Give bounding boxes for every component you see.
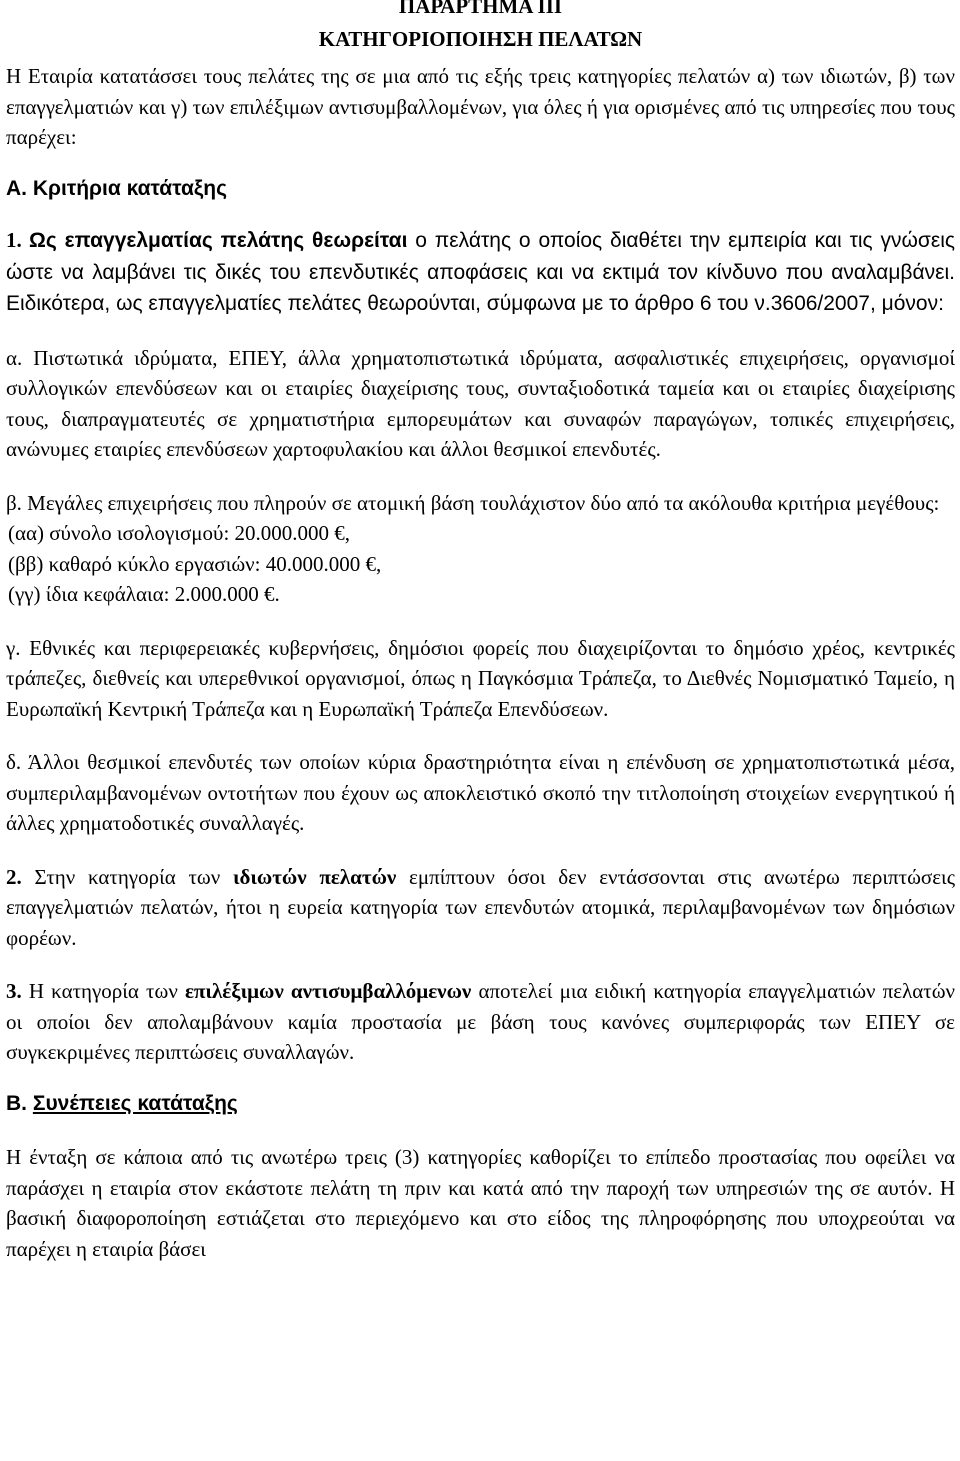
item-3-pre: Η κατηγορία των — [21, 979, 185, 1003]
section-a-label: Α. Κριτήρια κατάταξης — [6, 176, 228, 200]
item-beta-paragraph: β. Μεγάλες επιχειρήσεις που πληρούν σε ατομική βάση τουλάχιστον δύο από τα ακόλουθα κριτήρια μεγέθους: — [6, 490, 940, 515]
item-3-paragraph — [6, 976, 955, 1068]
item-1-text: ο πελάτης ο οποίος διαθέτει την εμπειρία και τις γνώσεις ώστε να λαμβάνει τις δικές του επενδυτικές αποφάσεις και να εκτιμά τον κίνδυνο που αναλαμβάνει. Ειδικότερα, ως επαγγελματίες πελάτες θεωρούνται, σύμφωνα με το άρθρο 6 του ν.3606/2007, μόνον: — [6, 229, 956, 315]
item-2-bold: ιδιωτών πελατών — [232, 864, 397, 889]
section-b-label: Συνέπειες κατάταξης — [32, 1091, 238, 1115]
beta-criterion-gg: (γγ) ίδια κεφάλαια: 2.000.000 €. — [8, 582, 280, 606]
item-3-post: αποτελεί μια ειδική κατηγορία επαγγελματιών πελατών οι οποίοι δεν απολαμβάνουν καμία προστασία με βάση τους κανόνες συμπεριφοράς των ΕΠΕΥ σε συγκεκριμένες περιπτώσεις συναλλαγών. — [6, 979, 956, 1064]
document-page — [6, 0, 955, 1264]
section-b-number: Β. — [6, 1091, 27, 1115]
item-2-number: 2. — [6, 864, 22, 889]
section-b-heading — [6, 1089, 955, 1120]
item-2-pre: Στην κατηγορία των — [21, 864, 233, 889]
item-delta-paragraph: δ. Άλλοι θεσμικοί επενδυτές των οποίων κύρια δραστηριότητα είναι η επένδυση σε χρηματοπιστωτικά μέσα, συμπεριλαμβανομένων οντοτήτων που έχουν ως αποκλειστικό σκοπό την τιτλοποίηση στοιχείων ενεργητικού ή άλλες χρηματοδοτικές συναλλαγές. — [6, 750, 955, 835]
item-alpha-paragraph: α. Πιστωτικά ιδρύματα, ΕΠΕΥ, άλλα χρηματοπιστωτικά ιδρύματα, ασφαλιστικές επιχειρήσεις, οργανισμοί συλλογικών επενδύσεων και οι εταιρίες διαχείρισης τους, συνταξιοδοτικά ταμεία και οι εταιρίες διαχείρισης τους, διαπραγματευτές σε χρηματιστήρια εμπορευμάτων και συναφών παραγώγων, τοπικές επιχειρήσεις, ανώνυμες εταιρίες επενδύσεων χαρτοφυλακίου και άλλοι θεσμικοί επενδυτές. — [6, 345, 955, 461]
item-1-paragraph — [6, 225, 955, 320]
item-2-post: εμπίπτουν όσοι δεν εντάσσονται στις ανωτέρω περιπτώσεις επαγγελματιών πελατών, ήτοι η ευρεία κατηγορία των επενδυτών ατομικά, περιλαμβανομένων των δημόσιων φορέων. — [6, 864, 956, 950]
item-1-bold: Ως επαγγελματίας πελάτης θεωρείται — [29, 229, 408, 252]
document-title: ΠΑΡΑΡΤΗΜΑ ΙΙΙ — [398, 0, 563, 18]
beta-criterion-bb: (ββ) καθαρό κύκλο εργασιών: 40.000.000 €, — [8, 551, 382, 576]
item-gamma-paragraph: γ. Εθνικές και περιφερειακές κυβερνήσεις, δημόσιοι φορείς που διαχειρίζονται το δημόσιο χρέος, κεντρικές τράπεζες, διεθνείς και υπερεθνικοί οργανισμοί, όπως η Παγκόσμια Τράπεζα, το Διεθνές Νομισματικό Ταμείο, η Ευρωπαϊκή Κεντρική Τράπεζα και η Ευρωπαϊκή Τράπεζα Επενδύσεων. — [6, 635, 955, 721]
section-a-heading — [6, 174, 955, 205]
intro-paragraph: Η Εταιρία κατατάσσει τους πελάτες της σε μια από τις εξής τρεις κατηγορίες πελατών α) των ιδιωτών, β) των επαγγελματιών και γ) των επιλέξιμων αντισυμβαλλομένων, για όλες ή για ορισμένες από τις υπηρεσίες που τους παρέχει: — [6, 64, 955, 149]
item-3-number: 3. — [6, 979, 22, 1003]
item-3-bold: επιλέξιμων αντισυμβαλλόμενων — [184, 979, 472, 1003]
item-2-paragraph — [6, 862, 955, 954]
beta-criteria-list — [6, 518, 955, 610]
document-subtitle: ΚΑΤΗΓΟΡΙΟΠΟΙΗΣΗ ΠΕΛΑΤΩΝ — [318, 27, 643, 51]
beta-criterion-aa: (αα) σύνολο ισολογισμού: 20.000.000 €, — [8, 521, 351, 545]
item-1-number: 1. — [6, 228, 22, 252]
closing-paragraph: Η ένταξη σε κάποια από τις ανωτέρω τρεις (3) κατηγορίες καθορίζει το επίπεδο προστασίας που οφείλει να παράσχει η εταιρία στον εκάστοτε πελάτη τη πριν και κατά από την παροχή των υπηρεσιών της σε αυτόν. Η βασική διαφοροποίηση εστιάζεται στο περιεχόμενο και στο είδος της πληροφόρησης που υποχρεούται να παρέχει η εταιρία βάσει — [6, 1145, 955, 1261]
